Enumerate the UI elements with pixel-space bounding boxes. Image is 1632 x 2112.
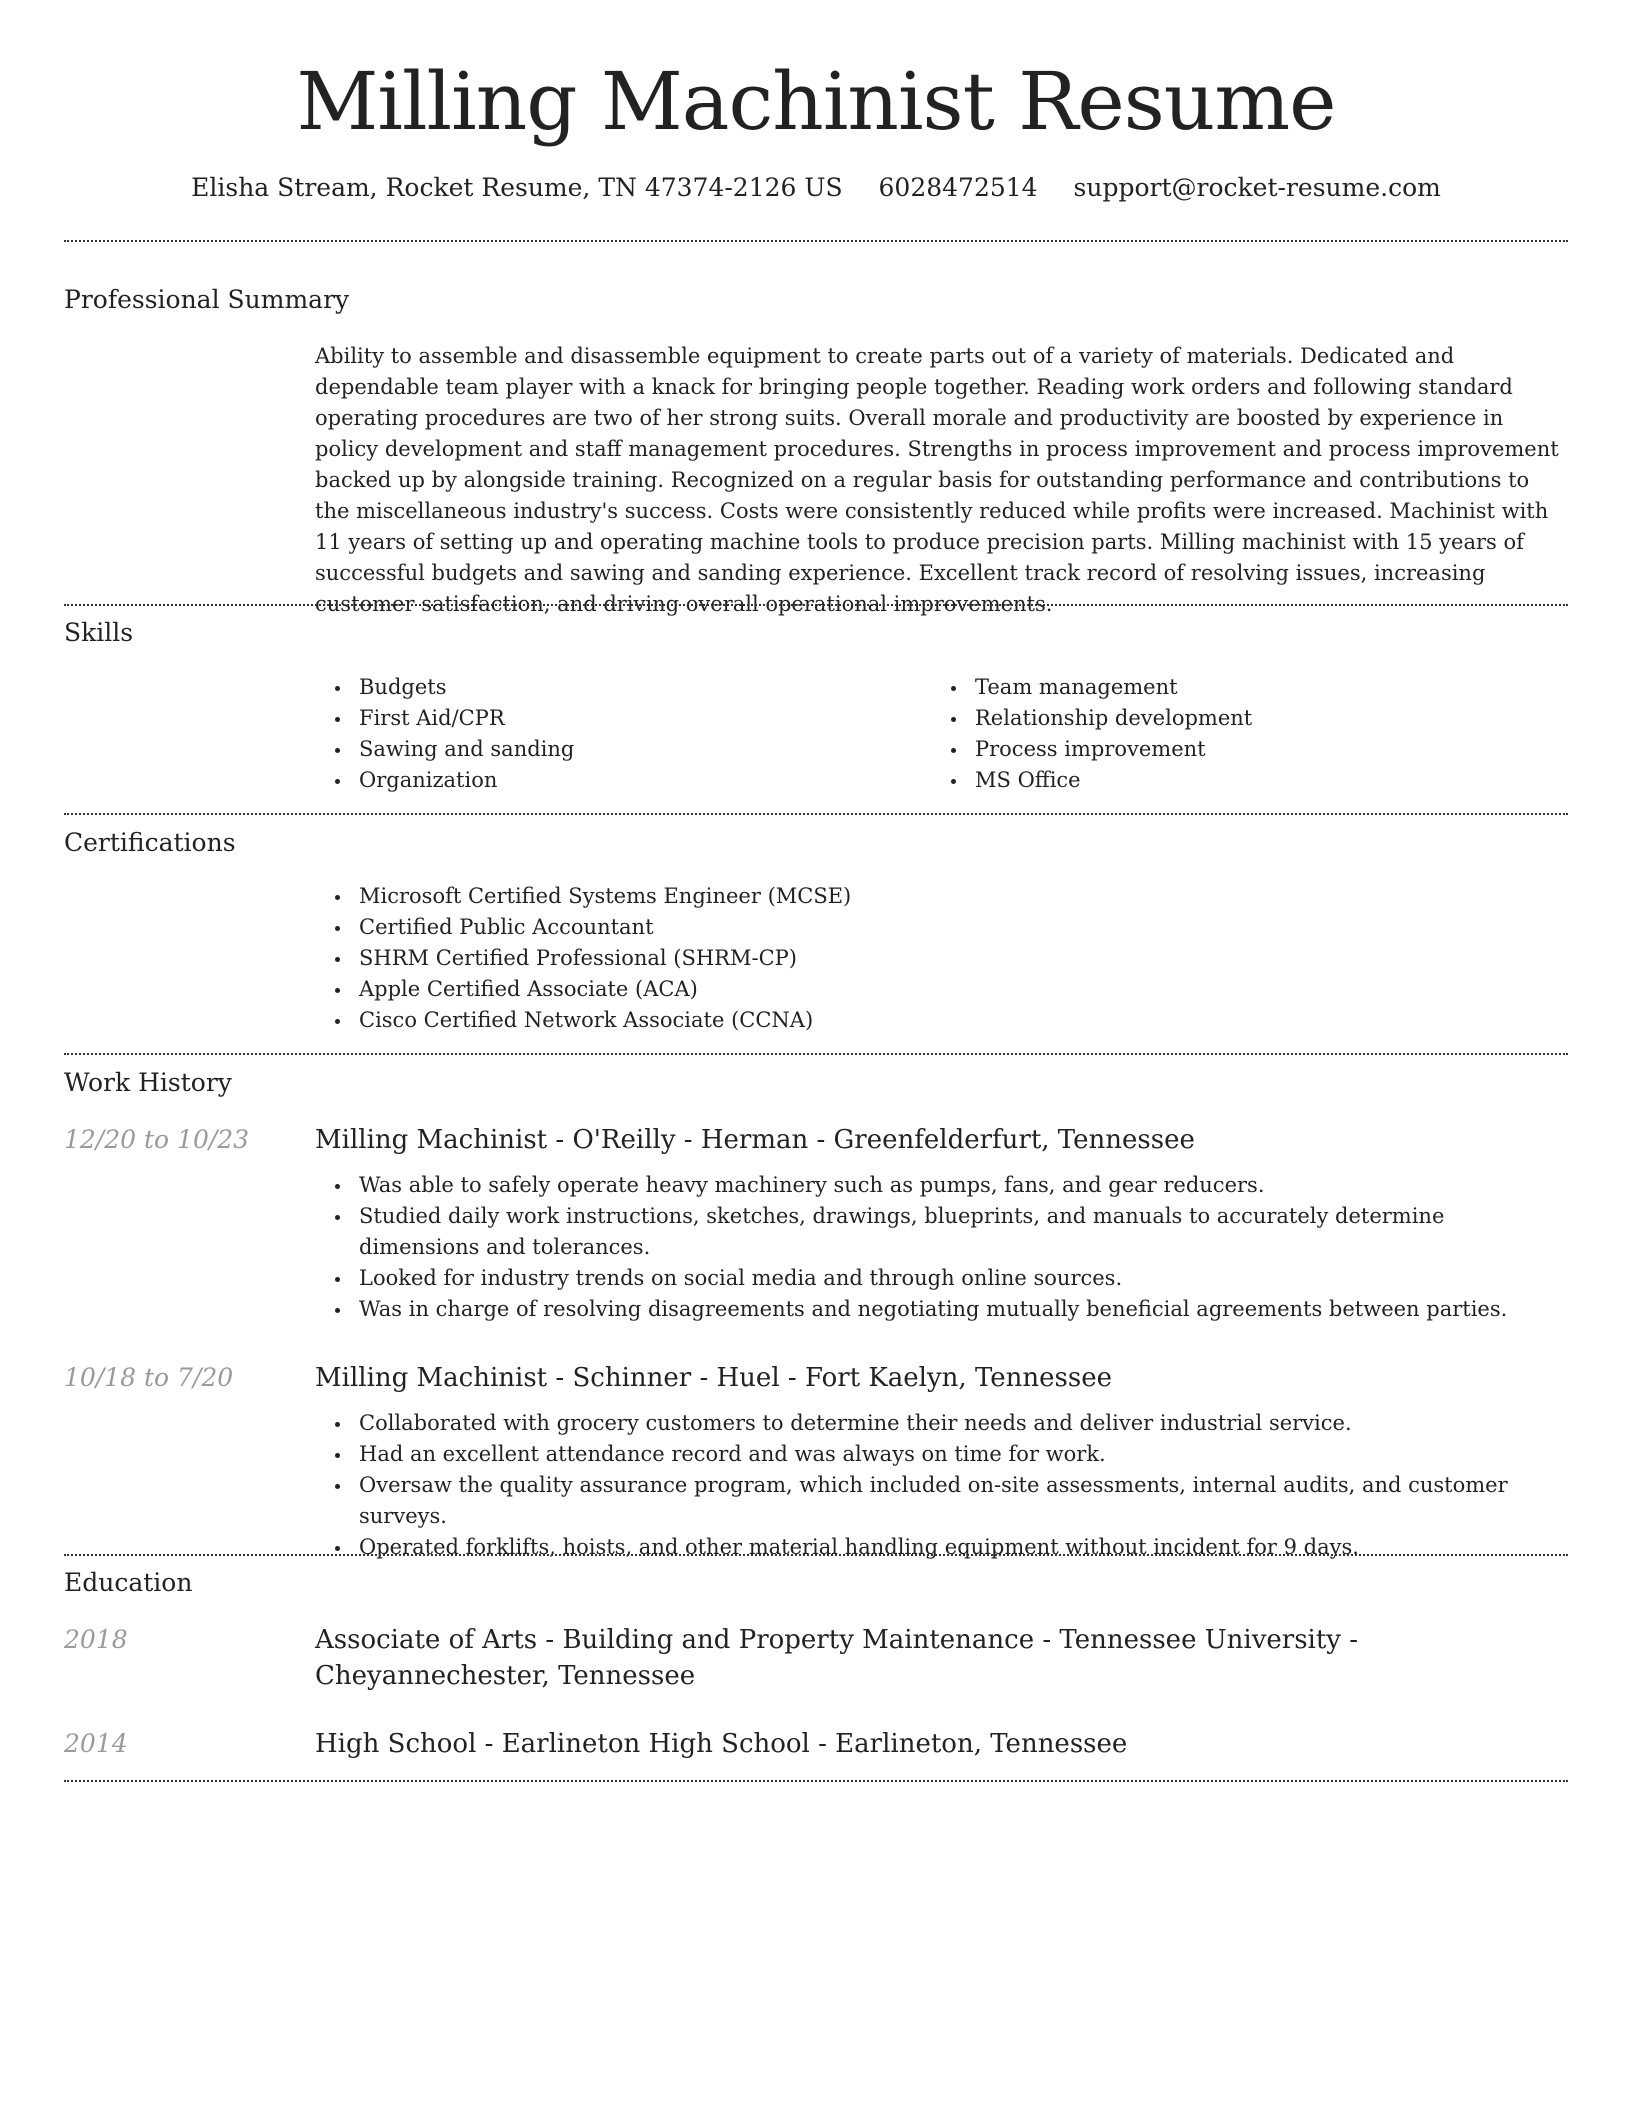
- list-item: Certified Public Accountant: [359, 912, 1568, 943]
- list-item: MS Office: [975, 765, 1547, 796]
- list-item: Oversaw the quality assurance program, which included on-site assessments, internal audits, and customer surveys.: [359, 1470, 1568, 1532]
- email[interactable]: support@rocket-resume.com: [1073, 173, 1441, 202]
- list-item: First Aid/CPR: [359, 703, 931, 734]
- divider: [64, 1780, 1568, 1782]
- skills-column-left: [315, 672, 931, 796]
- education-entry: [315, 1622, 1568, 1694]
- contact-line: [64, 168, 1568, 208]
- job-heading: [315, 1122, 1568, 1158]
- list-item: Apple Certified Associate (ACA): [359, 974, 1568, 1005]
- list-item: Looked for industry trends on social media and through online sources.: [359, 1263, 1568, 1294]
- job-detail: - O'Reilly - Herman - Greenfelderfurt, Tennessee: [547, 1125, 1195, 1155]
- list-item: Operated forklifts, hoists, and other material handling equipment without incident for 9 days.: [359, 1532, 1568, 1563]
- divider: [64, 813, 1568, 815]
- summary-section: [315, 341, 1568, 620]
- list-item: Team management: [975, 672, 1547, 703]
- list-item: Had an excellent attendance record and was always on time for work.: [359, 1439, 1568, 1470]
- page-title: Milling Machinist Resume: [296, 55, 1336, 148]
- job-detail: - Schinner - Huel - Fort Kaelyn, Tennessee: [547, 1363, 1112, 1393]
- job-heading: [315, 1360, 1568, 1396]
- certifications-section: [315, 881, 1568, 1036]
- list-item: Was able to safely operate heavy machinery such as pumps, fans, and gear reducers.: [359, 1170, 1568, 1201]
- skills-column-right: [931, 672, 1547, 796]
- degree: Associate of Arts: [315, 1625, 538, 1655]
- list-item: Organization: [359, 765, 931, 796]
- job-entry: [315, 1122, 1568, 1325]
- education-detail: - Building and Property Maintenance - Tennessee University - Cheyannechester, Tennessee: [315, 1625, 1359, 1691]
- phone: 6028472514: [878, 173, 1038, 202]
- job-title: Milling Machinist: [315, 1125, 548, 1155]
- education-year: 2014: [64, 1729, 128, 1758]
- work-heading: Work History: [64, 1068, 232, 1097]
- degree: High School: [315, 1729, 477, 1759]
- education-heading-line: [315, 1726, 1568, 1762]
- skills-section: [315, 672, 1568, 796]
- list-item: Collaborated with grocery customers to determine their needs and deliver industrial service.: [359, 1408, 1568, 1439]
- summary-heading: Professional Summary: [64, 285, 350, 314]
- education-detail: - Earlineton High School - Earlineton, Tennessee: [476, 1729, 1128, 1759]
- education-year: 2018: [64, 1625, 128, 1654]
- address: Elisha Stream, Rocket Resume, TN 47374-2126 US: [191, 173, 843, 202]
- list-item: Cisco Certified Network Associate (CCNA): [359, 1005, 1568, 1036]
- list-item: Studied daily work instructions, sketches, drawings, blueprints, and manuals to accurately determine dimensions and tolerances.: [359, 1201, 1568, 1263]
- certifications-heading: Certifications: [64, 828, 236, 857]
- summary-text: Ability to assemble and disassemble equipment to create parts out of a variety of materials. Dedicated and dependable team player with a knack for bringing people together. Reading work orders and following standard operating procedures are two of her strong suits. Overall morale and productivity are boosted by experience in policy development and staff management procedures. Strengths in process improvement and process improvement backed up by alongside training. Recognized on a regular basis for outstanding performance and contributions to the miscellaneous industry's success. Costs were consistently reduced while profits were increased. Machinist with 11 years of setting up and operating machine tools to produce precision parts. Milling machinist with 15 years of successful budgets and sawing and sanding experience. Excellent track record of resolving issues, increasing customer satisfaction, and driving overall operational improvements.: [315, 344, 1559, 616]
- divider: [64, 240, 1568, 242]
- list-item: Was in charge of resolving disagreements and negotiating mutually beneficial agreements between parties.: [359, 1294, 1568, 1325]
- divider: [64, 1554, 1568, 1556]
- list-item: Sawing and sanding: [359, 734, 931, 765]
- list-item: SHRM Certified Professional (SHRM-CP): [359, 943, 1568, 974]
- list-item: Relationship development: [975, 703, 1547, 734]
- education-heading-line: [315, 1622, 1568, 1694]
- divider: [64, 1053, 1568, 1055]
- skills-heading: Skills: [64, 618, 134, 647]
- job-dates: 10/18 to 7/20: [64, 1363, 234, 1392]
- divider: [64, 604, 1568, 606]
- job-dates: 12/20 to 10/23: [64, 1125, 250, 1154]
- list-item: Budgets: [359, 672, 931, 703]
- job-title: Milling Machinist: [315, 1363, 548, 1393]
- education-heading: Education: [64, 1568, 193, 1597]
- job-entry: [315, 1360, 1568, 1563]
- list-item: Process improvement: [975, 734, 1547, 765]
- list-item: Microsoft Certified Systems Engineer (MCSE): [359, 881, 1568, 912]
- education-entry: [315, 1726, 1568, 1762]
